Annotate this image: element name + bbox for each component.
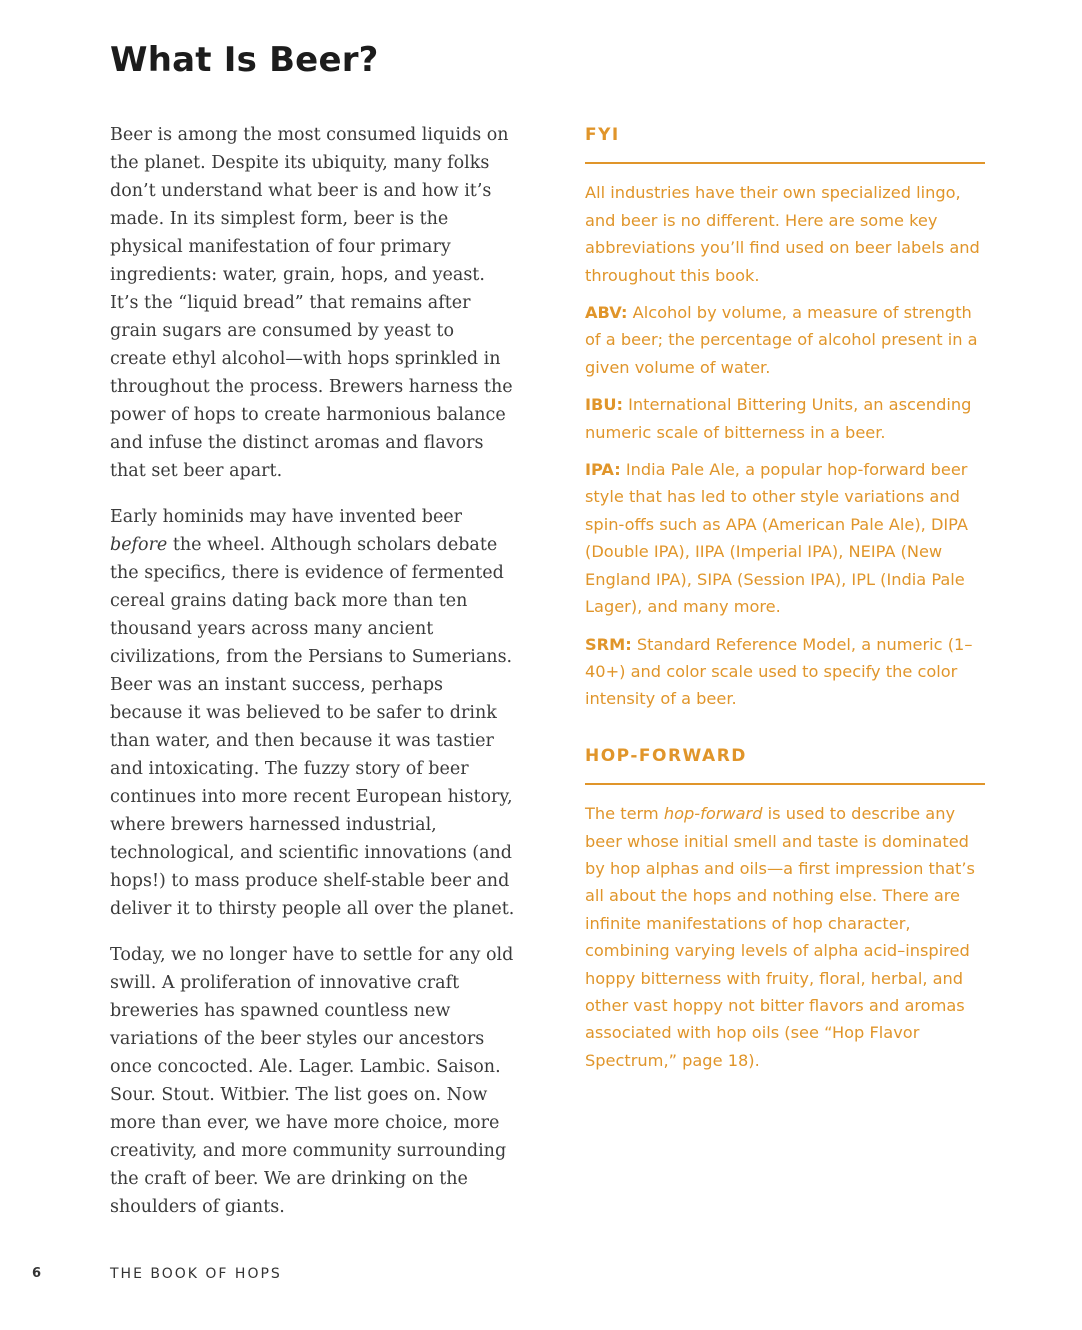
hop-forward-heading: HOP-FORWARD xyxy=(585,743,985,785)
fyi-body xyxy=(585,164,985,712)
term-srm xyxy=(585,631,985,713)
fyi-box xyxy=(585,122,985,713)
term-ipa xyxy=(585,456,985,620)
hop-forward-text-start: The term xyxy=(585,804,664,824)
hop-forward-body xyxy=(585,785,985,1074)
hop-forward-box xyxy=(585,743,985,1074)
fyi-heading: FYI xyxy=(585,122,985,164)
body-paragraph-3: Today, we no longer have to settle for any old swill. A proliferation of innovative craft breweries has spawned countless new variations of the beer styles our ancestors once concocted. Ale. Lager. Lambic. Saison. Sour. Stout. Witbier. The list goes on. Now more than ever, we have more choice, more creativity, and more community surrounding the craft of beer. We are drinking on the shoulders of giants. xyxy=(110,945,514,1217)
term-label: IBU: xyxy=(585,395,623,415)
hop-forward-text xyxy=(585,800,985,1074)
term-abv xyxy=(585,299,985,381)
emphasis-hop-forward: hop-forward xyxy=(663,804,763,824)
sidebar xyxy=(585,122,985,1104)
term-label: ABV: xyxy=(585,303,628,323)
term-label: IPA: xyxy=(585,460,621,480)
term-ibu xyxy=(585,391,985,446)
fyi-intro: All industries have their own specialized lingo, and beer is no different. Here are some key abbreviations you’ll find used on beer labels and throughout this book. xyxy=(585,183,980,285)
emphasis-before: before xyxy=(110,535,168,555)
term-definition: International Bittering Units, an ascending numeric scale of bitterness in a beer. xyxy=(585,395,972,442)
body-paragraph-2-end: the wheel. Although scholars debate the specifics, there is evidence of fermented cereal grains dating back more than ten thousand years across many ancient civilizations, from the Persians to Sumerians. Beer was an instant success, perhaps because it was believed to be safer to drink than water, and then because it was tastier and intoxicating. The fuzzy story of beer continues into more recent European history, where brewers harnessed industrial, technological, and scientific innovations (and hops!) to mass produce shelf-stable beer and deliver it to thirsty people all over the planet. xyxy=(110,535,515,919)
term-definition: Alcohol by volume, a measure of strength of a beer; the percentage of alcohol present in a given volume of water. xyxy=(585,303,978,377)
term-definition: Standard Reference Model, a numeric (1–40+) and color scale used to specify the color intensity of a beer. xyxy=(585,634,973,709)
hop-forward-text-end: is used to describe any beer whose initial smell and taste is dominated by hop alphas and oils—a first impression that’s all about the hops and nothing else. There are infinite manifestations of hop character, combining varying levels of alpha acid–inspired hoppy bitterness with fruity, floral, herbal, and other vast hoppy not bitter flavors and aromas associated with hop oils (see “Hop Flavor Spectrum,” page 18). xyxy=(585,804,975,1070)
body-paragraph-2 xyxy=(110,503,515,923)
main-column xyxy=(110,121,515,1239)
term-definition: India Pale Ale, a popular hop-forward beer style that has led to other style variations and spin-offs such as APA (American Pale Ale), DIPA (Double IPA), IIPA (Imperial IPA), NEIPA (New England IPA), SIPA (Session IPA), IPL (India Pale Lager), and many more. xyxy=(585,460,968,617)
running-head: THE BOOK OF HOPS xyxy=(110,1266,282,1282)
body-paragraph-2-start: Early hominids may have invented beer xyxy=(110,507,463,527)
page-number: 6 xyxy=(32,1266,42,1281)
term-label: SRM: xyxy=(585,634,632,654)
body-paragraph-1: Beer is among the most consumed liquids on the planet. Despite its ubiquity, many folks don’t understand what beer is and how it’s made. In its simplest form, beer is the physical manifestation of four primary ingredients: water, grain, hops, and yeast. It’s the “liquid bread” that remains after grain sugars are consumed by yeast to create ethyl alcohol—with hops sprinkled in throughout the process. Brewers harness the power of hops to create harmonious balance and infuse the distinct aromas and flavors that set beer apart. xyxy=(110,125,513,481)
page-title: What Is Beer? xyxy=(110,40,379,80)
